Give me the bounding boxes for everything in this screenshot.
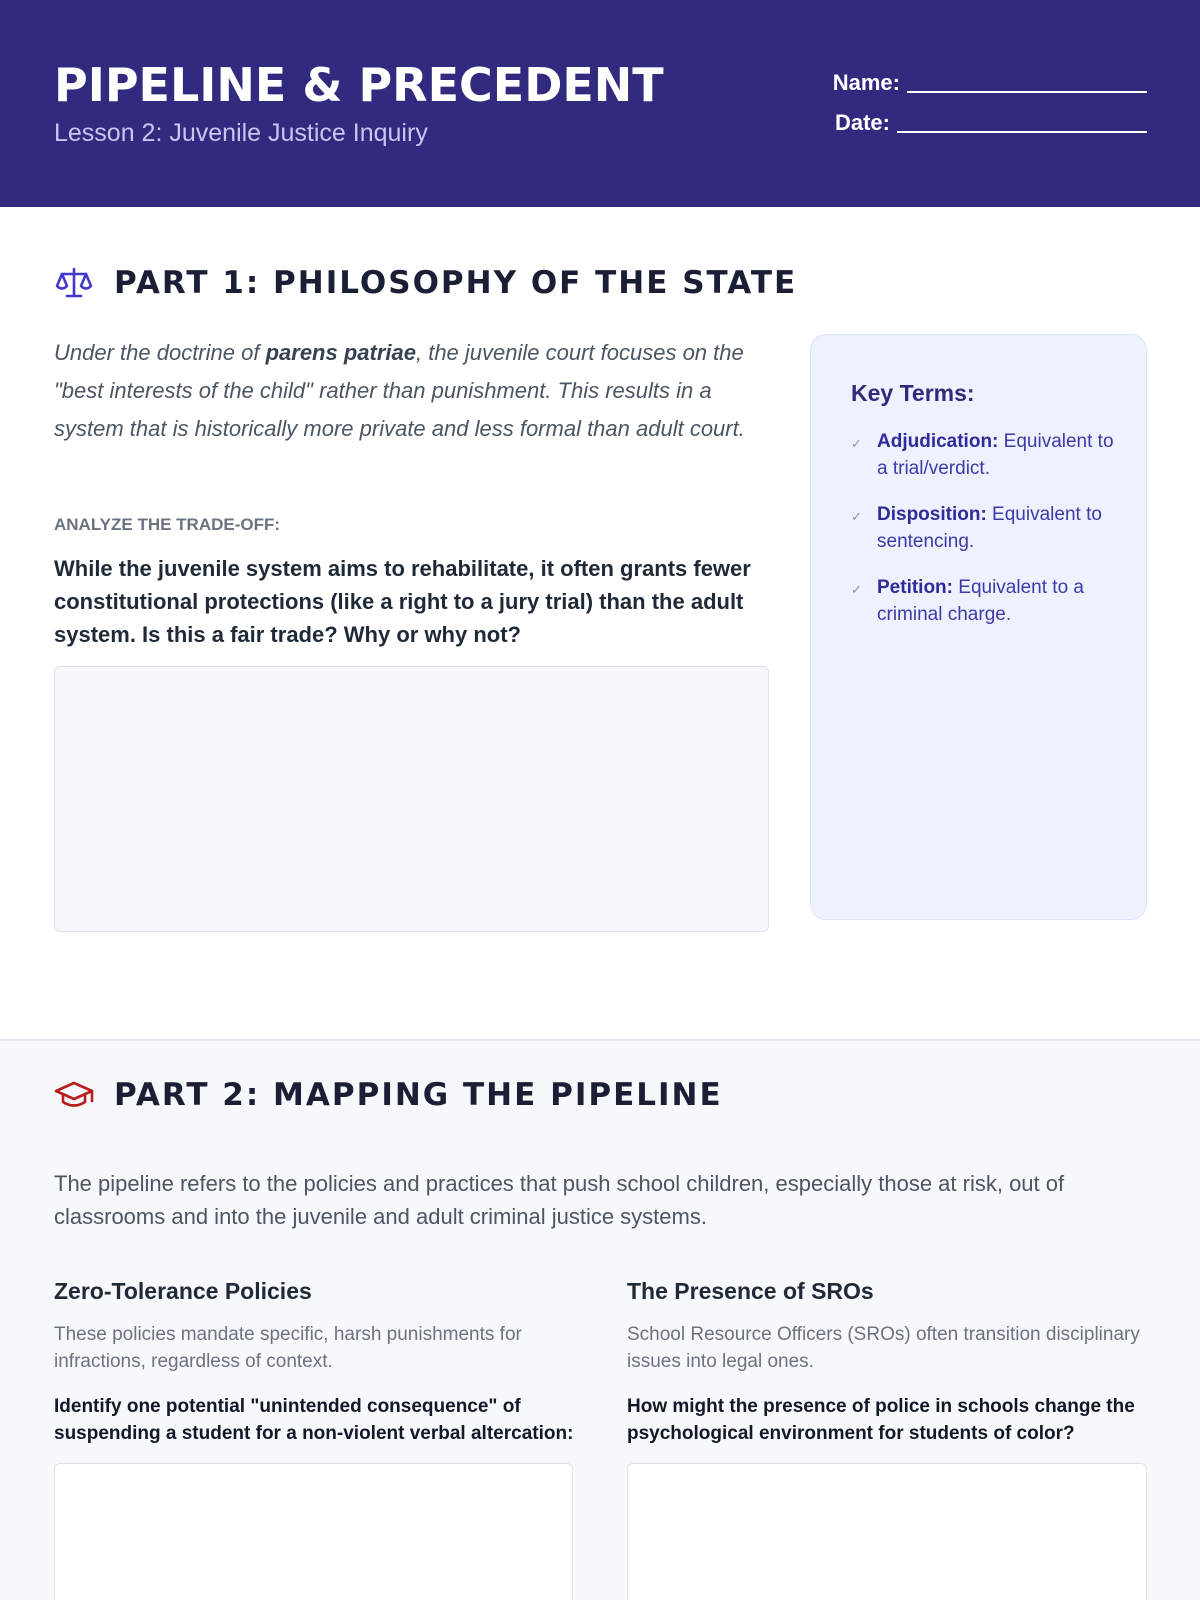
key-term-name: Disposition: — [877, 504, 987, 525]
key-term-item — [851, 501, 1121, 555]
check-icon: ✓ — [851, 436, 862, 451]
zero-tolerance-title: Zero-Tolerance Policies — [54, 1278, 312, 1304]
part2-section — [0, 1039, 1200, 1600]
part1-heading — [54, 263, 797, 303]
part2-intro: The pipeline refers to the policies and practices that push school children, especially those at risk, out of classrooms and into the juvenile and adult criminal justice systems. — [54, 1171, 1065, 1229]
intro-key-term: parens patriae — [265, 340, 416, 365]
tradeoff-answer-box[interactable] — [54, 666, 769, 932]
key-term-text — [877, 428, 1121, 482]
zero-tolerance-question: Identify one potential "unintended consequence" of suspending a student for a non-violent verbal altercation: — [54, 1396, 574, 1444]
date-line[interactable] — [897, 131, 1147, 133]
check-icon: ✓ — [851, 509, 862, 524]
sro-answer-box[interactable] — [627, 1463, 1147, 1600]
check-icon: ✓ — [851, 582, 862, 597]
name-label: Name: — [832, 70, 900, 95]
date-field[interactable] — [835, 110, 1147, 136]
date-label: Date: — [834, 110, 890, 135]
part1-title: PART 1: PHILOSOPHY OF THE STATE — [114, 265, 798, 301]
tradeoff-question: While the juvenile system aims to rehabilitate, it often grants fewer constitutional protections (like a right to a jury trial) than the adult system. Is this a fair trade? Why or why not? — [54, 556, 751, 647]
name-line[interactable] — [907, 91, 1147, 93]
key-term-definition: Equivalent to a trial/verdict. — [877, 431, 1114, 479]
page-header — [0, 0, 1200, 207]
key-term-item — [851, 428, 1121, 482]
intro-text-start: Under the doctrine of — [54, 340, 266, 365]
key-term-text — [877, 574, 1121, 628]
sro-title: The Presence of SROs — [627, 1278, 874, 1304]
sro-description: School Resource Officers (SROs) often transition disciplinary issues into legal ones. — [627, 1324, 1140, 1372]
part1-intro — [54, 334, 764, 448]
key-term-definition: Equivalent to sentencing. — [877, 504, 1102, 552]
sro-question: How might the presence of police in schools change the psychological environment for students of color? — [627, 1396, 1135, 1444]
analyze-eyebrow: ANALYZE THE TRADE-OFF: — [54, 515, 281, 534]
worksheet-subtitle: Lesson 2: Juvenile Justice Inquiry — [54, 119, 428, 147]
part1-section — [0, 207, 1200, 1039]
key-terms-panel — [810, 334, 1147, 920]
intro-text-end: , the juvenile court focuses on the "best interests of the child" rather than punishment. This results in a system that is historically more private and less formal than adult court. — [54, 340, 745, 441]
zero-tolerance-answer-box[interactable] — [54, 1463, 573, 1600]
part2-title: PART 2: MAPPING THE PIPELINE — [114, 1077, 723, 1113]
worksheet-title: PIPELINE & PRECEDENT — [54, 58, 664, 112]
graduation-cap-icon — [54, 1075, 94, 1115]
key-term-text — [877, 501, 1121, 555]
part2-heading — [54, 1075, 723, 1115]
key-term-name: Petition: — [877, 577, 953, 598]
key-term-name: Adjudication: — [877, 431, 999, 452]
key-term-definition: Equivalent to a criminal charge. — [877, 577, 1084, 625]
scale-icon — [54, 263, 94, 303]
key-term-item — [851, 574, 1121, 628]
key-terms-title: Key Terms: — [851, 380, 975, 406]
zero-tolerance-description: These policies mandate specific, harsh punishments for infractions, regardless of context. — [54, 1324, 522, 1372]
name-field[interactable] — [833, 70, 1147, 96]
